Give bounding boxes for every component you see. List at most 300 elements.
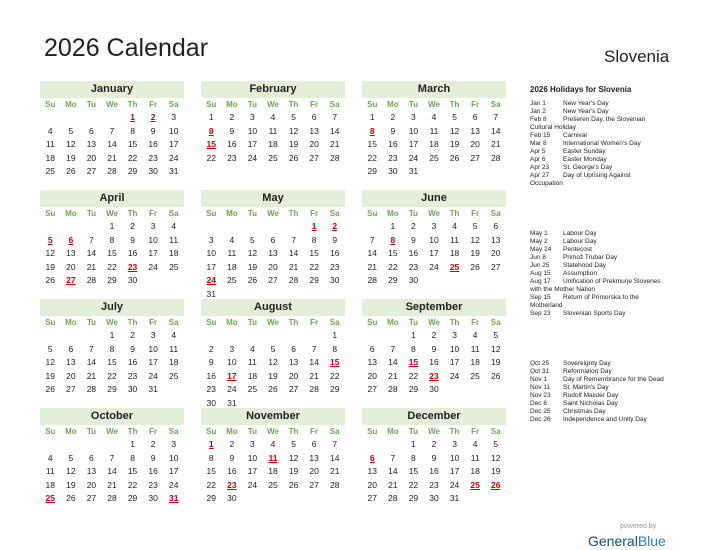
day-cell: 3 [411,112,416,122]
day-cell: 9 [130,234,135,245]
weekday-label: Sa [490,318,501,327]
holiday-name: Assumption [563,270,597,277]
day-cell: 7 [332,439,338,449]
holiday-name: Cultural Holiday [530,124,576,131]
holiday-date: 5 [47,234,53,245]
day-cell: 25 [227,275,237,285]
holiday-date-label: Feb 15 [530,132,551,139]
day-cell: 23 [429,479,439,490]
day-cell: 30 [388,166,398,176]
day-cell: 4 [270,439,276,449]
day-cell: 19 [288,139,299,149]
empty-cell [61,329,82,343]
day-cell: 23 [227,152,237,163]
day-cell: 14 [86,248,97,258]
holiday-row [530,384,710,392]
holiday-date-label: Sep 23 [530,310,551,317]
day-cell: 7 [109,125,115,136]
weekday-label: Th [288,100,299,109]
day-cell: 17 [148,357,158,367]
month-may [201,190,345,301]
brand-part-2: Blue [637,533,666,549]
day-grid [201,220,345,301]
day-cell: 14 [86,357,97,367]
holiday-list-2 [530,230,710,318]
day-cell: 10 [227,357,237,367]
weekday-header [362,316,506,329]
day-cell: 22 [367,152,378,163]
day-cell: 16 [429,466,439,476]
weekday-label: Mo [226,318,238,327]
day-cell: 30 [206,397,217,408]
day-cell: 11 [470,343,480,354]
month-december [362,408,506,506]
weekday-header [362,425,506,438]
day-cell: 9 [431,452,437,463]
holiday-date: 27 [66,275,76,285]
day-cell: 25 [429,152,439,163]
holiday-date-label: May 1 [530,230,548,237]
day-cell: 25 [168,370,179,381]
month-title: June [362,190,506,207]
weekday-label: Su [206,318,217,327]
day-cell: 20 [470,139,480,149]
weekday-label: Tu [408,209,419,218]
day-cell: 9 [150,125,156,136]
day-cell: 11 [248,357,257,367]
day-cell: 3 [208,234,214,245]
holiday-date: 23 [429,370,439,381]
day-cell: 31 [449,493,460,503]
day-cell: 13 [367,357,378,367]
day-cell: 4 [47,452,53,463]
day-cell: 30 [429,384,439,394]
holiday-name: Motherland [530,302,563,309]
holiday-name: Slovenian Sports Day [563,310,626,317]
day-cell: 19 [490,357,501,367]
day-cell: 3 [250,112,255,122]
weekday-label: We [428,427,440,436]
weekday-label: Fr [149,209,158,218]
day-cell: 29 [206,493,217,503]
day-cell: 3 [250,439,255,449]
day-cell: 5 [472,221,478,231]
day-cell: 1 [109,330,115,340]
day-cell: 24 [148,261,158,272]
powered-by: powered by [620,523,657,530]
day-cell: 3 [452,330,457,340]
day-cell: 29 [329,384,340,394]
empty-cell [383,329,404,343]
holiday-name: Carnival [563,132,587,139]
day-cell: 26 [268,384,278,394]
weekday-header [40,98,184,111]
holiday-row [530,156,710,164]
weekday-label: Sa [490,100,501,109]
day-cell: 20 [86,479,97,490]
day-grid [362,329,506,397]
empty-cell [362,438,383,452]
holiday-row [530,368,710,376]
weekday-label: Mo [387,318,399,327]
day-cell: 11 [169,234,179,245]
day-grid [40,438,184,506]
empty-cell [362,220,383,234]
day-cell: 17 [429,248,439,258]
weekday-label: Mo [226,100,238,109]
holiday-list-1 [530,100,710,188]
weekday-label: Su [367,209,378,218]
day-cell: 15 [107,357,117,367]
day-cell: 27 [309,479,319,490]
day-cell: 3 [150,221,156,231]
empty-cell [81,329,102,343]
day-cell: 27 [86,166,97,176]
holiday-row [530,230,710,238]
weekday-label: Mo [65,318,77,327]
holiday-date-label: Mar 8 [530,140,547,147]
day-cell: 21 [388,479,398,490]
weekday-label: We [106,318,118,327]
day-cell: 19 [449,139,460,149]
weekday-label: We [267,209,279,218]
day-cell: 13 [86,466,97,476]
holiday-row [530,408,710,416]
day-cell: 27 [490,261,501,272]
holiday-name: Prešeren Day, the Slovenian [563,116,646,123]
day-grid [40,220,184,288]
day-cell: 29 [408,384,419,394]
day-cell: 3 [431,221,437,231]
day-cell: 22 [329,370,340,381]
day-cell: 11 [470,452,480,463]
day-cell: 22 [206,152,217,163]
day-cell: 22 [206,479,217,490]
day-cell: 29 [107,384,117,394]
day-cell: 18 [45,152,56,163]
weekday-label: Sa [168,427,179,436]
day-cell: 6 [311,439,317,449]
month-title: August [201,299,345,316]
day-cell: 20 [86,152,97,163]
day-cell: 6 [291,343,296,354]
day-cell: 16 [227,466,237,476]
day-cell: 15 [127,139,138,149]
day-cell: 29 [127,166,138,176]
day-cell: 11 [268,125,278,136]
day-cell: 9 [208,357,214,367]
day-cell: 11 [45,466,55,476]
holiday-date: 25 [45,493,56,503]
weekday-label: Sa [329,209,340,218]
day-cell: 26 [470,261,480,272]
day-cell: 2 [411,221,416,231]
day-cell: 2 [229,439,235,449]
holiday-date-label: Jan 2 [530,108,546,115]
day-cell: 23 [408,261,419,272]
day-cell: 14 [107,466,117,476]
holiday-name: Day of Remembrance for the Dead [563,376,664,383]
day-cell: 26 [66,493,76,503]
weekday-label: Th [288,209,299,218]
day-cell: 28 [388,493,398,503]
day-cell: 15 [107,248,117,258]
day-cell: 24 [247,479,258,490]
day-cell: 31 [227,397,237,408]
day-cell: 9 [150,452,156,463]
day-cell: 9 [431,343,437,354]
day-cell: 20 [268,261,278,272]
day-cell: 8 [109,343,115,354]
holiday-row [530,270,710,278]
holiday-name: New Year's Day [563,108,609,115]
day-cell: 20 [309,139,319,149]
holiday-date: 31 [168,493,179,503]
day-cell: 12 [247,248,258,258]
day-cell: 30 [227,493,237,503]
weekday-label: Fr [471,427,480,436]
day-cell: 27 [268,275,278,285]
weekday-label: Mo [226,209,238,218]
holiday-name: Return of Primorska to the [563,294,639,301]
weekday-label: Tu [247,100,258,109]
weekday-label: We [267,318,279,327]
weekday-label: Tu [408,427,419,436]
day-cell: 16 [127,357,138,367]
weekday-label: Su [45,427,56,436]
day-cell: 30 [429,493,439,503]
empty-cell [81,220,102,234]
day-cell: 17 [247,466,258,476]
day-cell: 19 [66,479,76,490]
month-title: July [40,299,184,316]
weekday-label: Mo [387,100,399,109]
weekday-label: Sa [168,100,179,109]
day-cell: 21 [490,139,501,149]
weekday-label: Mo [387,209,399,218]
weekday-label: Tu [86,100,97,109]
day-cell: 27 [309,152,319,163]
day-cell: 21 [329,139,340,149]
day-cell: 31 [148,384,158,394]
day-cell: 12 [45,248,56,258]
holiday-row [530,254,710,262]
weekday-label: Tu [86,209,97,218]
empty-cell [61,438,82,452]
day-cell: 24 [449,370,460,381]
day-cell: 16 [206,370,217,381]
day-cell: 4 [229,234,235,245]
day-cell: 6 [89,452,94,463]
holiday-name: Christmas Day [563,408,606,415]
day-cell: 26 [66,166,76,176]
day-cell: 5 [493,439,499,449]
day-cell: 3 [229,343,235,354]
day-cell: 5 [493,330,499,340]
day-cell: 26 [45,384,56,394]
day-cell: 4 [171,330,177,340]
holiday-date-label: Nov 1 [530,376,547,383]
day-cell: 16 [227,139,237,149]
weekday-label: Th [288,318,299,327]
day-cell: 4 [452,221,457,231]
holiday-row [530,238,710,246]
day-cell: 7 [390,452,396,463]
month-june [362,190,506,288]
day-cell: 23 [148,479,158,490]
day-cell: 25 [247,384,258,394]
empty-cell [40,329,61,343]
brand-logo[interactable] [588,533,666,549]
day-cell: 2 [431,330,437,340]
holiday-date: 15 [329,357,340,367]
day-cell: 19 [66,152,76,163]
holiday-date-label: Aug 17 [530,278,551,285]
day-cell: 18 [45,479,56,490]
day-cell: 15 [206,466,217,476]
weekday-header [201,316,345,329]
weekday-label: We [106,209,118,218]
holiday-date: 1 [311,221,317,231]
day-cell: 24 [429,261,439,272]
day-cell: 6 [68,343,74,354]
holiday-date: 15 [206,139,217,149]
day-grid [362,438,506,506]
day-cell: 29 [127,493,138,503]
day-cell: 19 [45,261,56,272]
weekday-label: Tu [86,318,97,327]
day-cell: 4 [472,439,478,449]
day-cell: 27 [288,384,299,394]
day-cell: 4 [270,112,276,122]
holiday-name: Pentecost [563,246,592,253]
weekday-label: Th [127,318,138,327]
weekday-label: We [267,427,279,436]
day-cell: 7 [291,234,296,245]
day-cell: 15 [408,466,419,476]
day-cell: 31 [206,288,217,299]
holiday-date: 1 [208,439,214,449]
day-cell: 10 [247,452,258,463]
day-cell: 12 [490,343,501,354]
day-cell: 22 [107,261,117,272]
day-cell: 5 [291,439,296,449]
day-cell: 26 [449,152,460,163]
holiday-name: Sovereignty Day [563,360,611,367]
day-cell: 27 [367,384,378,394]
day-cell: 28 [107,166,117,176]
day-cell: 28 [86,384,97,394]
day-cell: 26 [288,152,299,163]
day-cell: 10 [148,343,158,354]
empty-cell [283,220,304,234]
day-cell: 29 [388,275,398,285]
holiday-date-label: Jun 25 [530,262,550,269]
weekday-label: Su [367,100,378,109]
empty-cell [283,329,304,343]
holiday-row [530,302,710,310]
weekday-label: Mo [65,209,77,218]
weekday-label: Fr [471,100,480,109]
day-cell: 24 [168,479,179,490]
day-cell: 7 [369,234,375,245]
weekday-label: Tu [408,100,419,109]
weekday-label: Sa [490,427,501,436]
holiday-date-label: Dec 6 [530,400,547,407]
holiday-name: Easter Monday [563,156,607,163]
empty-cell [61,111,82,125]
day-cell: 5 [250,234,255,245]
holiday-date: 17 [227,370,237,381]
day-cell: 24 [168,152,179,163]
day-cell: 2 [130,330,135,340]
holiday-row [530,246,710,254]
day-cell: 20 [490,248,501,258]
day-cell: 19 [268,370,278,381]
day-cell: 4 [171,221,177,231]
day-cell: 16 [429,357,439,367]
holiday-name: Labour Day [563,230,597,237]
day-cell: 23 [148,152,158,163]
holiday-date: 15 [408,357,419,367]
empty-cell [81,111,102,125]
holiday-row [530,376,710,384]
day-cell: 3 [171,112,177,122]
day-cell: 26 [247,275,258,285]
weekday-label: Su [367,318,378,327]
day-cell: 30 [148,493,158,503]
weekday-label: Sa [490,209,501,218]
holiday-row [530,278,710,286]
month-february [201,81,345,165]
weekday-label: Tu [247,318,258,327]
day-cell: 30 [329,275,340,285]
holiday-name: New Year's Day [563,100,609,107]
holiday-date: 24 [206,275,217,285]
day-cell: 7 [109,452,115,463]
day-cell: 15 [127,466,138,476]
day-cell: 17 [168,139,179,149]
day-cell: 22 [309,261,319,272]
holiday-date-label: Jun 8 [530,254,546,261]
day-cell: 6 [369,343,375,354]
weekday-label: Sa [329,427,340,436]
holiday-row [530,262,710,270]
day-cell: 7 [89,343,94,354]
holiday-date: 8 [369,125,375,136]
day-cell: 13 [86,139,97,149]
holiday-row [530,180,710,188]
empty-cell [40,111,61,125]
day-cell: 11 [169,343,179,354]
holiday-date: 8 [208,125,214,136]
holiday-date: 23 [227,479,237,490]
empty-cell [102,438,123,452]
day-cell: 20 [309,466,319,476]
day-cell: 23 [206,384,217,394]
holiday-row [530,416,710,424]
holiday-name: with the Mother Nation [530,286,596,293]
day-cell: 18 [247,370,258,381]
day-cell: 19 [490,466,501,476]
day-cell: 8 [411,452,416,463]
empty-cell [304,329,325,343]
holiday-name: Easter Sunday [563,148,606,155]
day-cell: 30 [127,384,138,394]
day-cell: 1 [390,221,396,231]
holiday-date-label: May 24 [530,246,552,253]
weekday-label: Mo [65,427,77,436]
